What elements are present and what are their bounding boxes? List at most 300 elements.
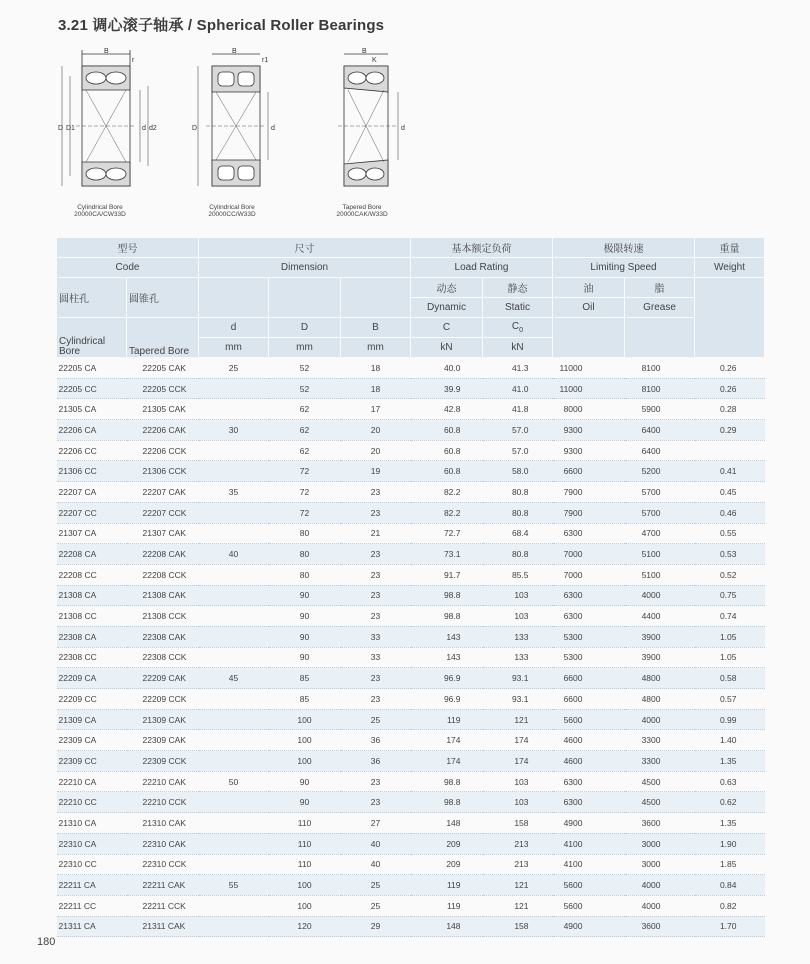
label-B: B xyxy=(104,48,109,55)
table-cell: 120 xyxy=(269,916,341,937)
table-cell: 21307 CA xyxy=(57,523,127,544)
table-cell: 39.9 xyxy=(411,378,483,399)
page-title: 3.21 调心滚子轴承 / Spherical Roller Bearings xyxy=(58,17,385,34)
table-cell: 4900 xyxy=(553,813,625,834)
table-cell: 22308 CC xyxy=(57,647,127,668)
table-cell: 21311 CAK xyxy=(127,916,199,937)
label-r1-2: r1 xyxy=(262,57,269,64)
table-cell: 22310 CA xyxy=(57,833,127,854)
table-cell: 22210 CA xyxy=(57,771,127,792)
table-cell: 6300 xyxy=(553,585,625,606)
table-cell: 100 xyxy=(269,709,341,730)
table-cell: 22207 CAK xyxy=(127,482,199,503)
table-cell: 4000 xyxy=(625,709,695,730)
label-B-2: B xyxy=(232,48,237,55)
table-row xyxy=(57,544,765,565)
table-cell xyxy=(199,399,269,420)
table-cell: 133 xyxy=(483,647,553,668)
table-row xyxy=(57,440,765,461)
table-cell: 21309 CAK xyxy=(127,709,199,730)
table-cell xyxy=(199,730,269,751)
bearing-spec-table xyxy=(56,237,765,937)
table-cell: 22309 CAK xyxy=(127,730,199,751)
table-cell: 20 xyxy=(341,420,411,441)
table-cell: 80.8 xyxy=(483,502,553,523)
table-cell: 22207 CC xyxy=(57,502,127,523)
table-row xyxy=(57,502,765,523)
table-row xyxy=(57,895,765,916)
table-cell: 5700 xyxy=(625,482,695,503)
table-cell: 21305 CAK xyxy=(127,399,199,420)
table-cell: 33 xyxy=(341,647,411,668)
table-cell: 22209 CAK xyxy=(127,668,199,689)
table-cell: 52 xyxy=(269,378,341,399)
table-cell: 85 xyxy=(269,689,341,710)
bearing-drawing-3 xyxy=(322,46,412,206)
table-cell: 9300 xyxy=(553,420,625,441)
table-cell: 93.1 xyxy=(483,689,553,710)
header-sym-C: C xyxy=(411,318,483,338)
table-cell: 90 xyxy=(269,792,341,813)
table-cell: 41.0 xyxy=(483,378,553,399)
header-oil-cn: 油 xyxy=(553,278,625,298)
table-cell: 22209 CA xyxy=(57,668,127,689)
table-cell: 22208 CC xyxy=(57,564,127,585)
table-cell: 40 xyxy=(341,854,411,875)
table-cell: 22207 CCK xyxy=(127,502,199,523)
bearing-diagram-cylindrical-ca xyxy=(56,46,156,206)
table-cell xyxy=(199,606,269,627)
table-row xyxy=(57,461,765,482)
table-cell: 5900 xyxy=(625,399,695,420)
header-size-cn: 尺寸 xyxy=(199,238,411,258)
table-cell: 22206 CC xyxy=(57,440,127,461)
table-cell: 96.9 xyxy=(411,689,483,710)
label-d-2: d xyxy=(271,125,275,132)
label-B-3: B xyxy=(362,48,367,55)
table-cell: 0.75 xyxy=(695,585,765,606)
table-row xyxy=(57,647,765,668)
header-static: Static xyxy=(483,298,553,318)
table-cell: 21306 CCK xyxy=(127,461,199,482)
table-cell: 8000 xyxy=(553,399,625,420)
table-cell: 80.8 xyxy=(483,482,553,503)
table-cell: 23 xyxy=(341,668,411,689)
table-cell: 100 xyxy=(269,730,341,751)
table-cell: 0.84 xyxy=(695,875,765,896)
header-blank-weight xyxy=(695,278,765,358)
table-cell: 23 xyxy=(341,482,411,503)
table-cell: 0.99 xyxy=(695,709,765,730)
bearing-diagram-cylindrical-cc xyxy=(192,46,282,206)
table-cell: 21308 CCK xyxy=(127,606,199,627)
table-cell: 18 xyxy=(341,378,411,399)
table-header xyxy=(57,238,765,358)
table-cell: 100 xyxy=(269,895,341,916)
table-cell: 22205 CCK xyxy=(127,378,199,399)
table-cell: 21309 CA xyxy=(57,709,127,730)
table-cell: 4500 xyxy=(625,771,695,792)
header-unit-d: mm xyxy=(199,338,269,358)
table-cell: 121 xyxy=(483,709,553,730)
table-cell: 18 xyxy=(341,358,411,379)
table-row xyxy=(57,689,765,710)
table-cell: 90 xyxy=(269,606,341,627)
table-cell: 80.8 xyxy=(483,544,553,565)
table-row xyxy=(57,792,765,813)
table-cell: 22211 CC xyxy=(57,895,127,916)
caption-2-line1: Cylindrical Bore xyxy=(209,204,255,211)
table-row xyxy=(57,378,765,399)
table-cell: 4100 xyxy=(553,833,625,854)
table-cell xyxy=(199,895,269,916)
header-blank-B xyxy=(341,278,411,318)
table-cell: 62 xyxy=(269,440,341,461)
label-D-2: D xyxy=(192,125,198,132)
table-cell: 0.26 xyxy=(695,358,765,379)
table-cell: 5600 xyxy=(553,709,625,730)
table-cell: 82.2 xyxy=(411,482,483,503)
table-cell: 25 xyxy=(341,709,411,730)
table-row xyxy=(57,751,765,772)
table-cell: 209 xyxy=(411,854,483,875)
table-cell: 45 xyxy=(199,668,269,689)
table-cell: 209 xyxy=(411,833,483,854)
table-cell: 0.57 xyxy=(695,689,765,710)
table-cell: 3300 xyxy=(625,751,695,772)
table-cell: 1.35 xyxy=(695,813,765,834)
table-cell: 100 xyxy=(269,875,341,896)
table-cell: 6600 xyxy=(553,461,625,482)
table-cell: 100 xyxy=(269,751,341,772)
header-dynamic: Dynamic xyxy=(411,298,483,318)
header-speed-cn: 极限转速 xyxy=(553,238,695,258)
table-cell: 60.8 xyxy=(411,420,483,441)
table-cell: 7900 xyxy=(553,502,625,523)
table-cell: 0.53 xyxy=(695,544,765,565)
header-sym-C0 xyxy=(483,318,553,338)
table-cell: 21306 CC xyxy=(57,461,127,482)
table-cell: 80 xyxy=(269,544,341,565)
table-cell: 4000 xyxy=(625,895,695,916)
table-cell: 3900 xyxy=(625,647,695,668)
table-cell: 22309 CC xyxy=(57,751,127,772)
table-cell: 0.41 xyxy=(695,461,765,482)
table-row xyxy=(57,916,765,937)
table-cell xyxy=(199,461,269,482)
table-cell: 0.58 xyxy=(695,668,765,689)
table-cell: 23 xyxy=(341,771,411,792)
table-cell: 27 xyxy=(341,813,411,834)
table-cell: 22309 CCK xyxy=(127,751,199,772)
table-cell: 21 xyxy=(341,523,411,544)
table-cell: 60.8 xyxy=(411,440,483,461)
table-cell: 52 xyxy=(269,358,341,379)
table-cell: 22308 CCK xyxy=(127,647,199,668)
header-tap-cn: 圆锥孔 xyxy=(127,278,199,318)
table-cell: 4700 xyxy=(625,523,695,544)
table-cell: 6400 xyxy=(625,440,695,461)
diagram-caption-3 xyxy=(322,204,402,218)
table-cell: 0.74 xyxy=(695,606,765,627)
label-K-3: K xyxy=(372,57,377,64)
table-cell: 23 xyxy=(341,606,411,627)
table-cell: 11000 xyxy=(553,378,625,399)
table-cell: 3000 xyxy=(625,833,695,854)
table-cell: 8100 xyxy=(625,378,695,399)
table-cell: 36 xyxy=(341,730,411,751)
header-load-rating: Load Rating xyxy=(411,258,553,278)
header-grease-cn: 脂 xyxy=(625,278,695,298)
diagram-caption-2 xyxy=(192,204,272,218)
table-cell: 9300 xyxy=(553,440,625,461)
table-cell: 7000 xyxy=(553,544,625,565)
table-cell: 174 xyxy=(483,730,553,751)
table-cell: 21310 CA xyxy=(57,813,127,834)
table-cell: 90 xyxy=(269,585,341,606)
table-cell: 23 xyxy=(341,585,411,606)
table-cell: 22208 CCK xyxy=(127,564,199,585)
table-cell: 29 xyxy=(341,916,411,937)
table-cell: 0.82 xyxy=(695,895,765,916)
table-cell: 110 xyxy=(269,813,341,834)
header-dyn-cn: 动态 xyxy=(411,278,483,298)
table-cell: 60.8 xyxy=(411,461,483,482)
table-cell xyxy=(199,440,269,461)
table-cell: 3900 xyxy=(625,626,695,647)
table-cell: 5200 xyxy=(625,461,695,482)
table-cell: 57.0 xyxy=(483,420,553,441)
table-cell: 58.0 xyxy=(483,461,553,482)
table-cell: 0.26 xyxy=(695,378,765,399)
table-cell: 80 xyxy=(269,564,341,585)
table-cell: 5300 xyxy=(553,647,625,668)
table-cell: 121 xyxy=(483,875,553,896)
table-cell: 19 xyxy=(341,461,411,482)
table-cell: 143 xyxy=(411,626,483,647)
table-cell: 30 xyxy=(199,420,269,441)
table-cell: 0.45 xyxy=(695,482,765,503)
table-cell: 213 xyxy=(483,833,553,854)
table-cell: 22211 CCK xyxy=(127,895,199,916)
header-oil: Oil xyxy=(553,298,625,318)
table-cell: 22310 CCK xyxy=(127,854,199,875)
table-cell xyxy=(199,792,269,813)
label-d-3: d xyxy=(401,125,405,132)
table-cell: 22205 CAK xyxy=(127,358,199,379)
table-cell: 1.70 xyxy=(695,916,765,937)
table-cell xyxy=(199,502,269,523)
table-row xyxy=(57,854,765,875)
table-cell xyxy=(695,440,765,461)
table-cell xyxy=(199,813,269,834)
table-cell: 22308 CAK xyxy=(127,626,199,647)
table-cell: 25 xyxy=(341,875,411,896)
table-cell: 4400 xyxy=(625,606,695,627)
table-cell: 23 xyxy=(341,502,411,523)
table-cell: 22208 CAK xyxy=(127,544,199,565)
table-row xyxy=(57,626,765,647)
table-cell: 4900 xyxy=(553,916,625,937)
table-cell: 22205 CC xyxy=(57,378,127,399)
table-cell: 91.7 xyxy=(411,564,483,585)
table-cell: 42.8 xyxy=(411,399,483,420)
table-cell: 40 xyxy=(199,544,269,565)
table-cell xyxy=(199,523,269,544)
table-cell: 213 xyxy=(483,854,553,875)
table-cell: 0.52 xyxy=(695,564,765,585)
table-cell: 158 xyxy=(483,916,553,937)
header-unit-D: mm xyxy=(269,338,341,358)
table-cell: 72 xyxy=(269,502,341,523)
table-cell xyxy=(199,378,269,399)
table-cell xyxy=(199,709,269,730)
table-cell: 22206 CA xyxy=(57,420,127,441)
table-cell: 98.8 xyxy=(411,606,483,627)
table-cell: 4100 xyxy=(553,854,625,875)
table-cell xyxy=(199,647,269,668)
table-cell: 21308 CC xyxy=(57,606,127,627)
table-cell: 174 xyxy=(411,730,483,751)
header-sym-d: d xyxy=(199,318,269,338)
table-cell: 50 xyxy=(199,771,269,792)
table-cell: 22211 CAK xyxy=(127,875,199,896)
table-row xyxy=(57,523,765,544)
caption-3-line2: 20000CAK/W33D xyxy=(336,211,388,218)
header-tap-bore: Tapered Bore xyxy=(127,318,199,358)
table-cell: 41.3 xyxy=(483,358,553,379)
table-cell: 21307 CAK xyxy=(127,523,199,544)
table-cell: 22210 CC xyxy=(57,792,127,813)
table-cell: 148 xyxy=(411,813,483,834)
bearing-drawing-2 xyxy=(192,46,282,206)
bearing-drawing-1 xyxy=(56,46,156,206)
table-row xyxy=(57,399,765,420)
table-cell: 103 xyxy=(483,771,553,792)
table-cell: 121 xyxy=(483,895,553,916)
label-D1: D1 xyxy=(66,125,75,132)
table-cell: 72 xyxy=(269,482,341,503)
caption-2-line2: 20000CC/W33D xyxy=(208,211,256,218)
header-sym-B: B xyxy=(341,318,411,338)
table-cell: 21305 CA xyxy=(57,399,127,420)
table-cell: 4600 xyxy=(553,751,625,772)
table-cell xyxy=(199,585,269,606)
table-cell: 11000 xyxy=(553,358,625,379)
table-cell: 35 xyxy=(199,482,269,503)
table-cell: 174 xyxy=(483,751,553,772)
table-cell: 40.0 xyxy=(411,358,483,379)
table-cell: 4800 xyxy=(625,668,695,689)
header-cyl-bore: Cylindrical Bore xyxy=(57,318,127,358)
table-cell: 33 xyxy=(341,626,411,647)
table-cell: 5300 xyxy=(553,626,625,647)
table-cell: 22310 CAK xyxy=(127,833,199,854)
table-cell: 133 xyxy=(483,626,553,647)
table-cell: 22308 CA xyxy=(57,626,127,647)
table-row xyxy=(57,668,765,689)
header-load-cn: 基本额定负荷 xyxy=(411,238,553,258)
page-number: 180 xyxy=(37,936,56,948)
table-cell: 6300 xyxy=(553,606,625,627)
header-sym-C0-sub: 0 xyxy=(519,327,524,334)
header-weight-cn: 重量 xyxy=(695,238,765,258)
table-cell: 90 xyxy=(269,771,341,792)
header-unit-C0: kN xyxy=(483,338,553,358)
table-cell: 68.4 xyxy=(483,523,553,544)
table-row xyxy=(57,358,765,379)
table-cell: 4000 xyxy=(625,585,695,606)
table-cell: 22206 CAK xyxy=(127,420,199,441)
bearing-diagram-tapered-cak xyxy=(322,46,412,206)
header-code: Code xyxy=(57,258,199,278)
table-cell: 158 xyxy=(483,813,553,834)
table-cell: 4000 xyxy=(625,875,695,896)
table-cell: 22206 CCK xyxy=(127,440,199,461)
label-D: D xyxy=(58,125,64,132)
header-sym-D: D xyxy=(269,318,341,338)
table-cell: 3300 xyxy=(625,730,695,751)
table-cell: 23 xyxy=(341,564,411,585)
table-cell: 5100 xyxy=(625,544,695,565)
table-cell: 3000 xyxy=(625,854,695,875)
table-cell: 1.35 xyxy=(695,751,765,772)
table-cell: 22208 CA xyxy=(57,544,127,565)
header-blank-grease xyxy=(625,318,695,358)
table-cell: 21311 CA xyxy=(57,916,127,937)
table-cell: 6400 xyxy=(625,420,695,441)
table-cell: 4800 xyxy=(625,689,695,710)
table-row xyxy=(57,730,765,751)
caption-1-line2: 20000CA/CW33D xyxy=(74,211,126,218)
header-cyl-cn: 圆柱孔 xyxy=(57,278,127,318)
table-cell: 62 xyxy=(269,399,341,420)
header-dimension: Dimension xyxy=(199,258,411,278)
table-cell xyxy=(199,689,269,710)
table-cell: 103 xyxy=(483,792,553,813)
table-cell: 98.8 xyxy=(411,792,483,813)
table-cell xyxy=(199,751,269,772)
table-cell: 4500 xyxy=(625,792,695,813)
table-cell: 1.85 xyxy=(695,854,765,875)
header-unit-B: mm xyxy=(341,338,411,358)
table-cell: 85.5 xyxy=(483,564,553,585)
table-cell: 0.46 xyxy=(695,502,765,523)
table-cell xyxy=(199,854,269,875)
table-cell: 73.1 xyxy=(411,544,483,565)
table-cell: 22210 CCK xyxy=(127,792,199,813)
table-cell: 0.62 xyxy=(695,792,765,813)
header-grease: Grease xyxy=(625,298,695,318)
header-unit-C: kN xyxy=(411,338,483,358)
table-cell xyxy=(199,916,269,937)
table-cell: 5600 xyxy=(553,875,625,896)
table-row xyxy=(57,606,765,627)
table-cell: 5700 xyxy=(625,502,695,523)
table-row xyxy=(57,813,765,834)
table-row xyxy=(57,585,765,606)
table-cell: 21308 CAK xyxy=(127,585,199,606)
table-cell: 80 xyxy=(269,523,341,544)
table-cell: 72 xyxy=(269,461,341,482)
table-cell: 119 xyxy=(411,895,483,916)
table-cell: 6300 xyxy=(553,523,625,544)
header-blank-d xyxy=(199,278,269,318)
caption-1-line1: Cylindrical Bore xyxy=(77,204,123,211)
table-cell: 3600 xyxy=(625,916,695,937)
caption-3-line1: Tapered Bore xyxy=(342,204,382,211)
table-cell: 0.55 xyxy=(695,523,765,544)
